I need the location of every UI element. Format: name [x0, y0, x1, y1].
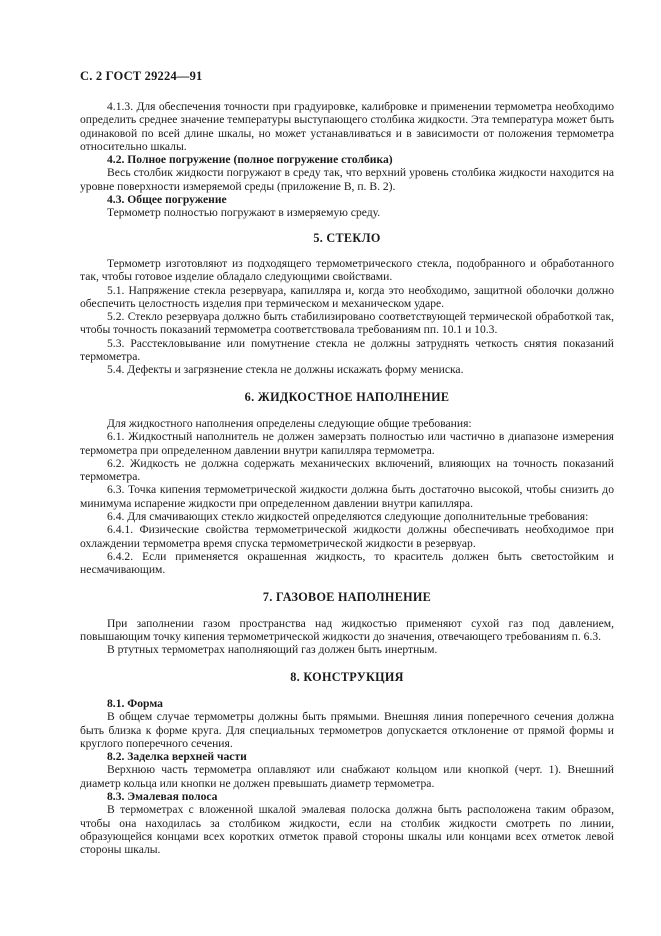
- subsection-heading: 4.2. Полное погружение (полное погружение столбика): [107, 153, 393, 167]
- section-heading: 7. ГАЗОВОЕ НАПОЛНЕНИЕ: [262, 589, 432, 604]
- paragraph: 4.1.3. Для обеспечения точности при градуировке, калибровке и применении термометра необходимо определить среднее значение температуры выступающего столбика жидкости. Эта температура может быть одинаковой по всей длине шкалы, но может устанавливаться и в зависимости от положения термометра относительно шкалы.: [80, 100, 614, 153]
- section-heading: 5. СТЕКЛО: [313, 230, 381, 245]
- subsection-heading: 8.3. Эмалевая полоса: [107, 790, 218, 804]
- paragraph: Верхнюю часть термометра оплавляют или снабжают кольцом или кнопкой (черт. 1). Внешний диаметр кольца или кнопки не должен превышать диаметр термометра.: [80, 763, 614, 790]
- paragraph: 6.4. Для смачивающих стекло жидкостей определяются следующие дополнительные требования:: [107, 510, 589, 524]
- paragraph: Для жидкостного наполнения определены следующие общие требования:: [107, 416, 472, 430]
- paragraph: Весь столбик жидкости погружают в среду так, что верхний уровень столбика жидкости находится на уровне поверхности измеряемой среды (приложение В, п. В. 2).: [80, 166, 614, 193]
- section-heading: 6. ЖИДКОСТНОЕ НАПОЛНЕНИЕ: [244, 389, 450, 404]
- subsection-heading: 4.3. Общее погружение: [107, 193, 227, 207]
- paragraph: 5.2. Стекло резервуара должно быть стабилизировано соответствующей термической обработкой так, чтобы точность показаний термометра соответствовала требованиям пп. 10.1 и 10.3.: [80, 310, 614, 337]
- section-heading: 8. КОНСТРУКЦИЯ: [290, 669, 404, 684]
- paragraph: В общем случае термометры должны быть прямыми. Внешняя линия поперечного сечения должна быть близка к форме круга. Для специальных термометров допускается отклонение от прямой формы и круглого поперечного сечения.: [80, 710, 614, 750]
- paragraph: 5.1. Напряжение стекла резервуара, капилляра и, когда это необходимо, защитной оболочки должно обеспечить целостность изделия при термическом и механическом ударе.: [80, 283, 614, 310]
- subsection-heading: 8.2. Заделка верхней части: [107, 750, 247, 764]
- paragraph: В ртутных термометрах наполняющий газ должен быть инертным.: [107, 643, 438, 657]
- paragraph: В термометрах с вложенной шкалой эмалевая полоска должна быть расположена таким образом, чтобы она находилась за столбиком жидкости, если на столбик жидкости смотреть по линии, образующейся концами всех коротких отметок правой стороны шкалы или концами всех отметок левой стороны шкалы.: [80, 803, 614, 857]
- document-body: [80, 100, 614, 857]
- page-header: С. 2 ГОСТ 29224—91: [80, 69, 203, 83]
- paragraph: 6.3. Точка кипения термометрической жидкости должна быть достаточно высокой, чтобы снизить до минимума испарение жидкости при определенном давлении внутри капилляра.: [80, 483, 614, 510]
- paragraph: Термометр полностью погружают в измеряемую среду.: [107, 206, 381, 220]
- paragraph: 6.1. Жидкостный наполнитель не должен замерзать полностью или частично в диапазоне измерения термометра при определенном давлении внутри капилляра термометра.: [80, 430, 614, 457]
- subsection-heading: 8.1. Форма: [107, 696, 163, 710]
- paragraph: 6.2. Жидкость не должна содержать механических включений, влияющих на точность показаний термометра.: [80, 456, 614, 484]
- paragraph: 5.3. Расстекловывание или помутнение стекла не должны затруднять четкость снятия показаний термометра.: [80, 336, 614, 364]
- paragraph: При заполнении газом пространства над жидкостью применяют сухой газ под давлением, повышающим точку кипения термометрической жидкости до значения, отвечающего требованиям п. 6.3.: [80, 616, 614, 644]
- paragraph: 5.4. Дефекты и загрязнение стекла не должны искажать форму мениска.: [107, 363, 464, 377]
- paragraph: 6.4.1. Физические свойства термометрической жидкости должны обеспечивать необходимое при охлаждении термометра время спуска термометрической жидкости в резервуар.: [80, 523, 614, 550]
- paragraph: 6.4.2. Если применяется окрашенная жидкость, то краситель должен быть светостойким и несмачивающим.: [80, 549, 614, 577]
- paragraph: Термометр изготовляют из подходящего термометрического стекла, подобранного и обработанного так, чтобы готовое изделие обладало следующими свойствами.: [80, 256, 614, 284]
